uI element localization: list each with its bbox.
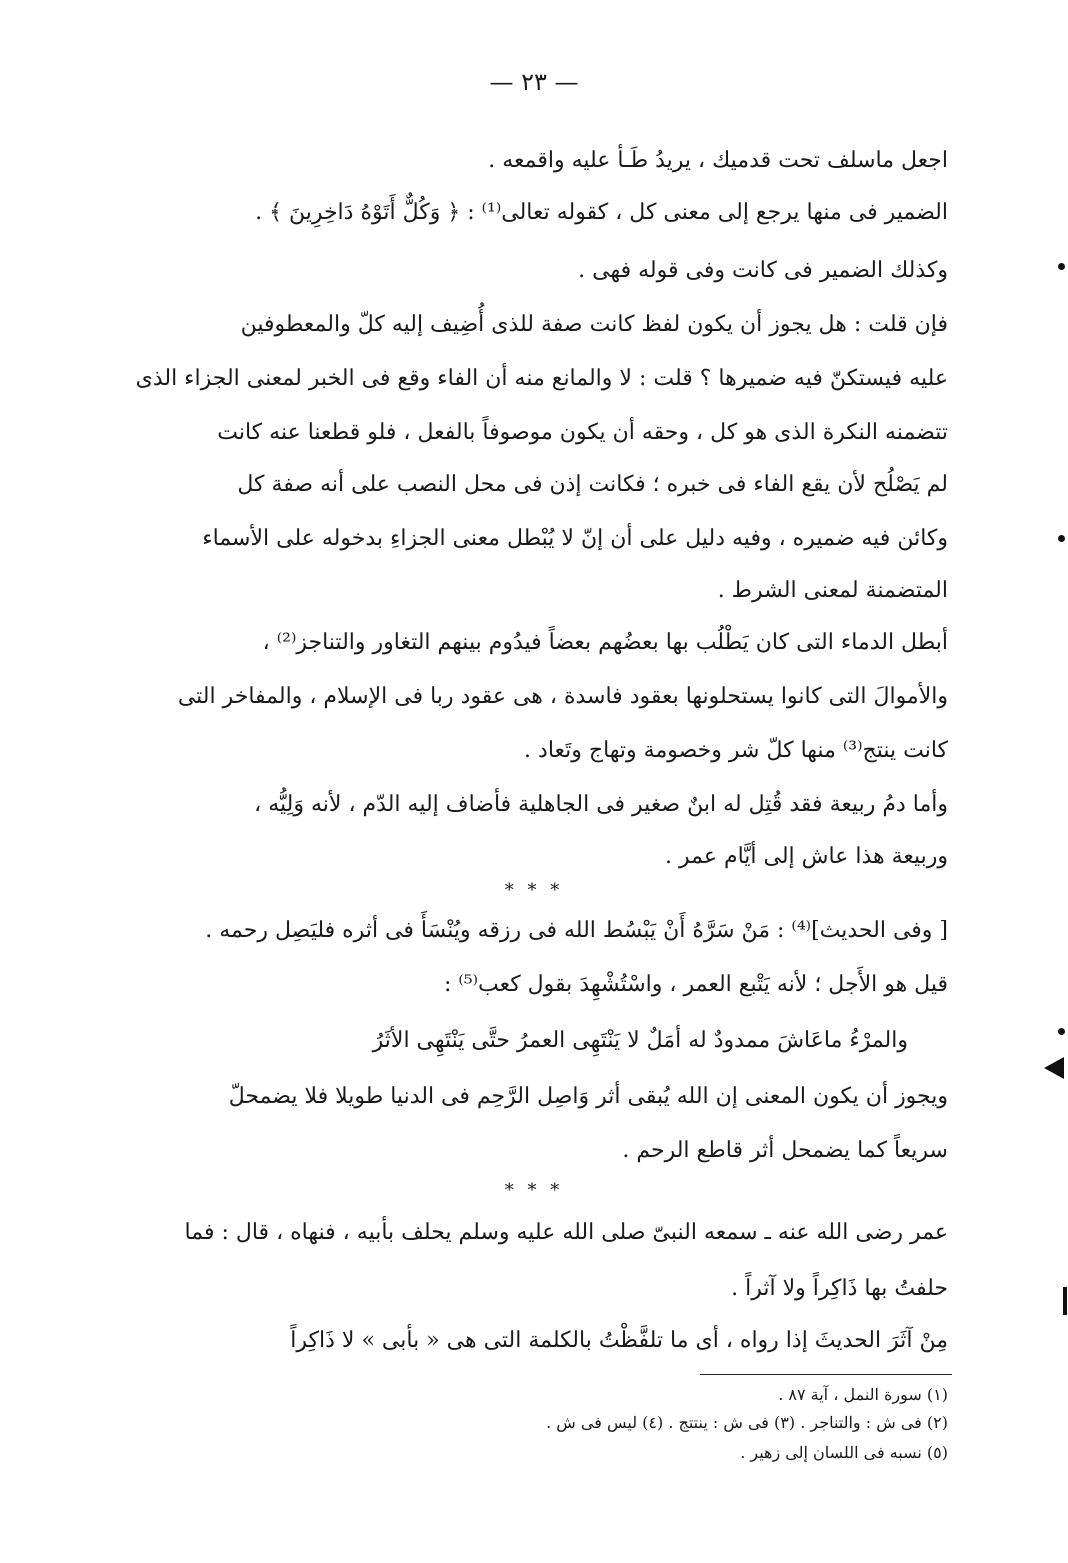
section-separator: * * * (504, 1180, 564, 1201)
margin-dot-icon (1058, 1028, 1065, 1035)
text-line: فإن قلت : هل يجوز أن يكون لفظ كانت صفة للذى أُضِيف إليه كلّ والمعطوفين (240, 312, 948, 337)
text-line: كانت ينتج⁽³⁾ منها كلّ شر وخصومة وتهاج وتَعاد . (524, 738, 948, 763)
footnote: (٥) نسبه فى اللسان إلى زهير . (740, 1443, 948, 1462)
text-line: وأما دمُ ربيعة فقد قُتِل له ابنٌ صغير فى الجاهلية فأضاف إليه الدّم ، لأنه وَلِيُّه ، (254, 792, 948, 817)
footnote: (١) سورة النمل ، آية ٨٧ . (778, 1385, 948, 1404)
text-line: الضمير فى منها يرجع إلى معنى كل ، كقوله تعالى⁽¹⁾ : ﴿ وَكُلٌّ أَتَوْهُ دَاخِرِينَ ﴾ . (255, 200, 948, 225)
footnote-divider (700, 1374, 952, 1375)
text-line: حلفتُ بها ذَاكِراً ولا آثراً . (731, 1276, 948, 1301)
text-line: تتضمنه النكرة الذى هو كل ، وحقه أن يكون موصوفاً بالفعل ، فلو قطعنا عنه كانت (217, 420, 948, 445)
text-line: سريعاً كما يضمحل أثر قاطع الرحم . (622, 1138, 948, 1163)
text-line: لم يَصْلُح لأن يقع الفاء فى خبره ؛ فكانت إذن فى محل النصب على أنه صفة كل (237, 472, 948, 497)
section-separator: * * * (504, 880, 564, 901)
margin-dot-icon (1058, 263, 1065, 270)
margin-tick-icon (1063, 1287, 1067, 1315)
footnote: (٢) فى ش : والتناجر . (٣) فى ش : ينتتج . (٤) ليس فى ش . (546, 1413, 948, 1432)
text-line: اجعل ماسلف تحت قدميك ، يريدُ طَـأ عليه واقمعه . (488, 148, 948, 173)
text-line: والأموالَ التى كانوا يستحلونها بعقود فاسدة ، هى عقود ربا فى الإسلام ، والمفاخر التى (177, 684, 948, 709)
page-number: — ٢٣ — (489, 68, 579, 96)
text-line: قيل هو الأَجل ؛ لأنه يَتْبع العمر ، واسْتُشْهِدَ بقول كعب⁽⁵⁾ : (443, 972, 948, 997)
margin-arrow-icon (1044, 1057, 1064, 1079)
text-line: وكائن فيه ضميره ، وفيه دليل على أن إنّ لا يُبْطل معنى الجزاءِ بدخوله على الأسماء (202, 526, 948, 551)
text-line: المتضمنة لمعنى الشرط . (717, 578, 948, 603)
text-line: ويجوز أن يكون المعنى إن الله يُبقى أثر وَاصِل الرَّحِم فى الدنيا طويلا فلا يضمحلّ (228, 1084, 948, 1109)
text-line: مِنْ آثَرَ الحديثَ إذا رواه ، أى ما تلفَّظْتُ بالكلمة التى هى « بأبى » لا ذَاكِراً (290, 1328, 948, 1353)
margin-dot-icon (1058, 535, 1065, 542)
text-line: وربيعة هذا عاش إلى أيَّام عمر . (664, 844, 948, 869)
text-line: وكذلك الضمير فى كانت وفى قوله فهى . (578, 258, 948, 283)
text-line: أبطل الدماء التى كان يَطْلُب بها بعضُهم بعضاً فيدُوم بينهم التغاور والتناجز⁽²⁾ ، (262, 630, 948, 655)
text-line: عمر رضى الله عنه ـ سمعه النبىّ صلى الله عليه وسلم يحلف بأبيه ، فنهاه ، قال : فما (184, 1220, 948, 1245)
text-line: عليه فيستكنّ فيه ضميرها ؟ قلت : لا والمانع منه أن الفاء وقع فى الخبر لمعنى الجزاء الذى (135, 366, 948, 391)
text-line: [ وفى الحديث]⁽⁴⁾ : مَنْ سَرَّهُ أَنْ يَبْسُط الله فى رزقه ويُنْسَأَ فى أثره فليَصِل رحمه . (205, 918, 948, 943)
poetry-line: والمرْءُ ماعَاشَ ممدودٌ له أمَلٌ لا يَنْتَهِى العمرُ حتَّى يَنْتَهِى الأثَرُ (372, 1028, 908, 1053)
